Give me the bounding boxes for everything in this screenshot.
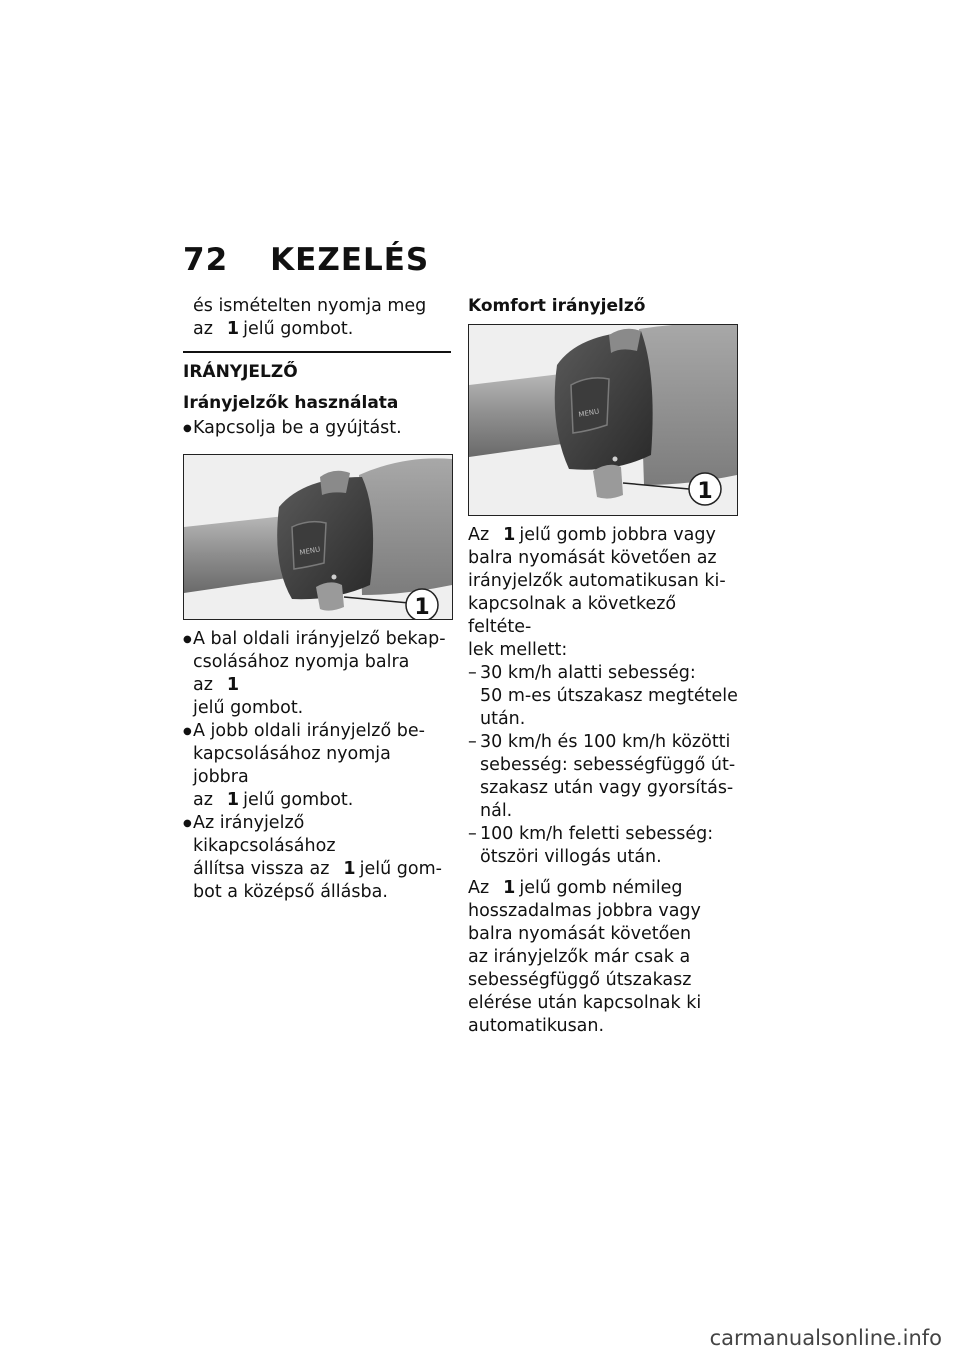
text-span: Az <box>468 525 490 545</box>
dash-line: nál. <box>480 801 513 821</box>
callout-label: 1 <box>697 479 713 504</box>
bullet-item: ● Az irányjelző kikapcsolásához <box>183 812 451 858</box>
intro-post: jelű gombot. <box>243 319 354 339</box>
dash-line: ötszöri villogás után. <box>480 847 662 867</box>
text-span: állítsa vissza az <box>193 859 330 879</box>
text-span: jelű gombot. <box>243 790 354 810</box>
bullet-continuation: jelű gombot. <box>193 698 304 718</box>
callout-label: 1 <box>414 595 430 619</box>
left-column <box>183 295 451 904</box>
right-column <box>468 295 743 1038</box>
text-span: jelű gomb jobbra vagy <box>519 525 716 545</box>
reference-number: 1 <box>226 790 240 810</box>
paragraph-line: hosszadalmas jobbra vagy <box>468 901 701 921</box>
bullet-item: ● Kapcsolja be a gyújtást. <box>183 417 451 440</box>
intro-line-1: és ismételten nyomja meg <box>193 296 427 316</box>
page-header <box>183 242 429 278</box>
intro-pre: az <box>193 319 213 339</box>
reference-number: 1 <box>226 319 240 339</box>
paragraph-line: balra nyomását követően <box>468 924 692 944</box>
dash-line: 30 km/h alatti sebesség: <box>480 663 696 683</box>
dash-symbol: – <box>468 732 477 752</box>
chapter-title: KEZELÉS <box>270 242 430 278</box>
dash-line: 100 km/h feletti sebesség: <box>480 824 714 844</box>
dash-line: szakasz után vagy gyorsítás- <box>480 778 734 798</box>
text-span: csolásához nyomja balra az <box>193 652 410 695</box>
dash-item <box>468 731 743 823</box>
paragraph-line: balra nyomását követően az <box>468 548 717 568</box>
reference-number: 1 <box>503 878 516 898</box>
paragraph-line <box>468 524 743 547</box>
paragraph-line: lek mellett: <box>468 640 568 660</box>
intro-line-2 <box>183 318 451 341</box>
paragraph-line: az irányjelzők már csak a <box>468 947 691 967</box>
dash-item <box>468 662 743 731</box>
menu-button-label: MENU <box>577 407 600 419</box>
paragraph-line: irányjelzők automatikusan ki- <box>468 571 726 591</box>
bullet-continuation: bot a középső állásba. <box>193 882 388 902</box>
dash-item <box>468 823 743 869</box>
bullet-item: ● A bal oldali irányjelző bekap- <box>183 628 451 651</box>
paragraph-line: elérése után kapcsolnak ki <box>468 993 702 1013</box>
text-span: jelű gom- <box>359 859 442 879</box>
page-number: 72 <box>183 242 229 278</box>
handlebar-switch-figure <box>183 454 453 620</box>
subsection-title: Irányjelzők használata <box>183 393 399 413</box>
paragraph-line <box>468 877 743 900</box>
section-title: IRÁNYJELZŐ <box>183 362 298 382</box>
dash-line: 50 m-es útszakasz megtétele <box>480 686 738 706</box>
menu-button-label: MENU <box>298 545 321 557</box>
bullet-continuation: kapcsolásához nyomja jobbra <box>193 744 391 787</box>
bullet-continuation <box>183 651 451 697</box>
bullet-item: ● A jobb oldali irányjelző be- <box>183 720 451 743</box>
comfort-signal-figure <box>468 324 738 516</box>
reference-number: 1 <box>226 675 240 695</box>
dash-line: 30 km/h és 100 km/h közötti <box>480 732 731 752</box>
text-span: az <box>193 790 213 810</box>
bullet-continuation <box>183 858 451 881</box>
dash-symbol: – <box>468 663 477 683</box>
watermark: carmanualsonline.info <box>709 1326 942 1350</box>
paragraph-line: sebességfüggő útszakasz <box>468 970 692 990</box>
reference-number: 1 <box>503 525 516 545</box>
paragraph-line: automatikusan. <box>468 1016 605 1036</box>
reference-number: 1 <box>343 859 356 879</box>
dash-line: sebesség: sebességfüggő út- <box>480 755 736 775</box>
dash-line: után. <box>480 709 526 729</box>
dash-symbol: – <box>468 824 477 844</box>
bullet-continuation <box>183 789 451 812</box>
section-divider <box>183 351 451 353</box>
text-span: jelű gomb némileg <box>519 878 683 898</box>
text-span: Az <box>468 878 490 898</box>
paragraph-line: kapcsolnak a következő feltéte- <box>468 594 677 637</box>
subsection-title: Komfort irányjelző <box>468 296 646 316</box>
